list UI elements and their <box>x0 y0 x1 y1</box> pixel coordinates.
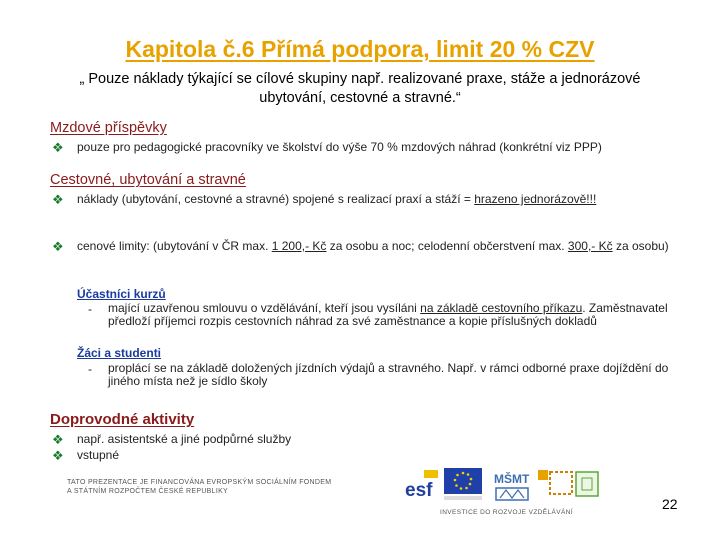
limity-a: cenové limity: (ubytování v ČR max. <box>77 239 272 253</box>
msmt-logo-text: MŠMT <box>494 472 530 486</box>
bullet-icon: ❖ <box>52 140 64 155</box>
ucastnici-c: . Zaměstnavatel předloží příjemci rozpis cestovních náhrad za své zaměstnance a kopie příslušných dokladů <box>108 301 668 328</box>
naklady-text: náklady (ubytování, cestovné a stravné) spojené s realizací praxí a stáží = <box>77 192 475 206</box>
subheading-ucastnici: Účastníci kurzů <box>77 287 166 301</box>
bullet-text-naklady <box>77 193 617 205</box>
doprovodne-item-2: vstupné <box>77 448 120 462</box>
limity-e: za osobu) <box>612 239 669 253</box>
esf-logo-text: esf <box>405 480 433 501</box>
limity-ubytovani: 1 200,- Kč <box>271 239 327 253</box>
slide-title: Kapitola č.6 Přímá podpora, limit 20 % CZV <box>125 36 595 62</box>
slide-subtitle: „ Pouze náklady týkající se cílové skupiny např. realizované praxe, stáže a jednorázové ubytování, cestovné a stravné.“ <box>79 71 641 106</box>
text-ucastnici <box>108 302 688 328</box>
hrazeno-text: hrazeno jednorázově!!! <box>474 192 597 206</box>
bullet-text-mzdove: pouze pro pedagogické pracovníky ve školství do výše 70 % mzdových náhrad (konkrétní viz PPP) <box>77 140 602 154</box>
dash-glyph: - <box>88 362 92 376</box>
dash-glyph: - <box>88 302 92 316</box>
footer-investice-text: INVESTICE DO ROZVOJE VZDĚLÁVÁNÍ <box>440 509 574 516</box>
esf-logo <box>404 466 440 502</box>
bullet-icon: ❖ <box>52 192 64 207</box>
limity-obcerstveni: 300,- Kč <box>567 239 613 253</box>
op-vk-logo <box>534 466 604 502</box>
bullet-text-limity <box>77 240 687 252</box>
heading-doprovodne: Doprovodné aktivity <box>50 411 195 428</box>
doprovodne-item-1: např. asistentské a jiné podpůrné služby <box>77 432 292 446</box>
page-number: 22 <box>662 496 678 512</box>
subheading-zaci: Žáci a studenti <box>77 346 162 360</box>
limity-c: za osobu a noc; celodenní občerstvení max. <box>326 239 568 253</box>
bullet-icon: ❖ <box>52 448 64 463</box>
text-zaci: proplácí se na základě doložených jízdních výdajů a stravného. Např. v rámci odborné praxe dojíždění do jiného místa než je sídlo školy <box>108 361 669 388</box>
logo-strip <box>404 466 604 502</box>
heading-mzdove: Mzdové příspěvky <box>50 120 167 136</box>
bullet-icon: ❖ <box>52 432 64 447</box>
footer-funding-text: TATO PREZENTACE JE FINANCOVÁNA EVROPSKÝM SOCIÁLNÍM FONDEM A STÁTNÍM ROZPOČTEM ČESKÉ REPUBLIKY <box>67 479 332 495</box>
heading-cestovne: Cestovné, ubytování a stravné <box>50 172 246 188</box>
bullet-icon: ❖ <box>52 239 64 254</box>
ucastnici-prikaz: na základě cestovního příkazu <box>420 301 583 315</box>
eu-flag-logo <box>442 466 484 502</box>
ucastnici-a: mající uzavřenou smlouvu o vzdělávání, kteří jsou vysíláni <box>108 301 421 315</box>
msmt-logo <box>492 466 532 502</box>
